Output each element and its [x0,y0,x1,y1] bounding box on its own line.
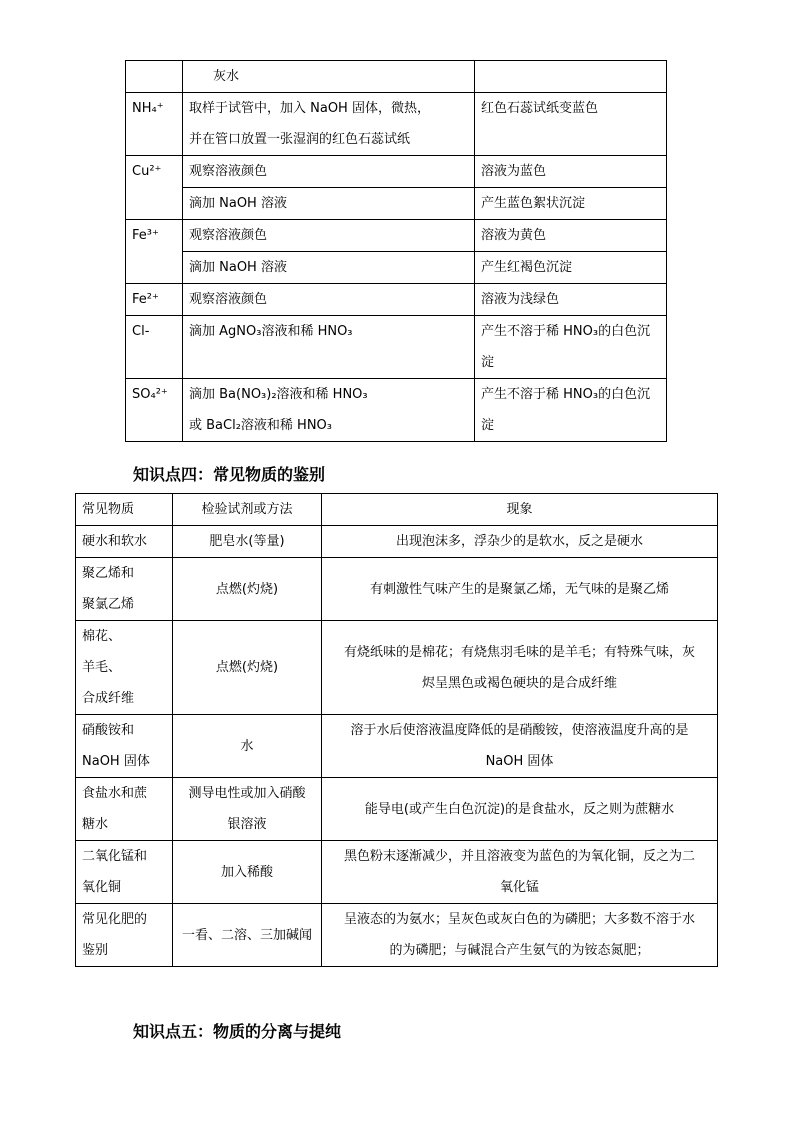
ion-cell: NH₄⁺ [126,93,183,156]
result-cell: 红色石蕊试纸变蓝色 [475,93,667,156]
item-cell [76,841,173,904]
method-line: 水 [240,738,254,754]
item-cell [76,558,173,621]
result-cell: 溶液为黄色 [475,220,667,252]
header-cell-item: 常见物质 [76,494,173,526]
result-cell: 产生不溶于稀 HNO₃的白色沉淀 [475,316,667,379]
method-cell: 观察溶液颜色 [183,156,475,188]
result-cell: 溶液为蓝色 [475,156,667,188]
method-cell: 观察溶液颜色 [183,220,475,252]
result-cell: 产生不溶于稀 HNO₃的白色沉淀 [475,379,667,442]
identification-table [75,493,718,967]
result-cell: 产生蓝色絮状沉淀 [475,188,667,220]
result-cell [322,526,718,558]
ion-cell: Fe³⁺ [126,220,183,284]
method-cell [183,93,475,156]
result-cell [322,558,718,621]
ion-cell: Cl- [126,316,183,379]
section-5-heading: 知识点五：物质的分离与提纯 [133,1022,342,1041]
method-cell: 观察溶液颜色 [183,284,475,316]
result-cell [322,841,718,904]
result-cell [322,904,718,967]
result-line: 的为磷肥；与碱混合产生氨气的为铵态氮肥； [389,943,650,958]
result-cell [475,61,667,93]
item-line: 常见化肥的 [82,912,148,927]
method-cell [173,621,322,715]
table-row [76,715,718,778]
item-cell [76,778,173,841]
method-line: 滴加 Ba(NO₃)₂溶液和稀 HNO₃ [189,387,368,402]
table-row [76,904,718,967]
item-line: 硝酸铵和 [82,723,135,738]
method-cell: 滴加 NaOH 溶液 [183,252,475,284]
method-cell: 滴加 NaOH 溶液 [183,188,475,220]
ion-cell: Fe²⁺ [126,284,183,316]
item-line: 糖水 [82,817,109,832]
result-line: 有刺激性气味产生的是聚氯乙烯，无气味的是聚乙烯 [369,581,669,597]
item-line: 聚乙烯和 [82,566,135,581]
method-line: 测导电性或加入硝酸 [188,786,306,801]
item-line: NaOH 固体 [82,754,150,769]
ion-cell: Cu²⁺ [126,156,183,220]
result-line: 有烧纸味的是棉花；有烧焦羽毛味的是羊毛；有特殊气味，灰 [343,644,695,660]
item-line: 合成纤维 [82,691,135,706]
result-line: NaOH 固体 [485,754,554,769]
item-line: 二氧化锰和 [82,849,148,864]
result-line: 溶于水后使溶液温度降低的是硝酸铵，使溶液温度升高的是 [350,723,689,738]
item-cell [76,621,173,715]
result-line: 呈液态的为氨水；呈灰色或灰白色的为磷肥；大多数不溶于水 [343,912,695,927]
table-row [76,558,718,621]
method-line: 银溶液 [227,817,267,832]
header-cell-method: 检验试剂或方法 [173,494,322,526]
method-line: 取样于试管中，加入 NaOH 固体，微热， [189,101,430,116]
method-line: 点燃(灼烧) [215,581,279,597]
item-line: 棉花、 [82,629,122,644]
result-cell [322,715,718,778]
ion-cell [126,61,183,93]
method-line: 并在管口放置一张湿润的红色石蕊试纸 [189,132,411,147]
table-row [76,621,718,715]
ion-cell: SO₄²⁺ [126,379,183,442]
result-cell [322,621,718,715]
method-line: 加入稀酸 [220,864,273,880]
result-line: 能导电(或产生白色沉淀)的是食盐水，反之则为蔗糖水 [364,801,675,817]
result-line: 烬呈黑色或褐色硬块的是合成纤维 [421,675,617,691]
method-line: 点燃(灼烧) [215,660,279,675]
method-cell: 灰水 [183,61,475,93]
method-line: 一看、二溶、三加碱闻 [181,927,312,943]
result-cell: 溶液为浅绿色 [475,284,667,316]
ion-test-table [125,60,667,442]
item-line: 鉴别 [82,943,109,958]
result-cell [322,778,718,841]
item-line: 硬水和软水 [82,534,148,549]
item-cell [76,904,173,967]
item-cell [76,715,173,778]
item-line: 氧化铜 [82,880,122,895]
method-cell [183,379,475,442]
table-row [76,526,718,558]
result-cell: 产生红褐色沉淀 [475,252,667,284]
item-line: 羊毛、 [82,660,122,675]
method-cell [173,841,322,904]
identification-table-body [76,526,718,967]
header-cell-result: 现象 [322,494,718,526]
item-line: 食盐水和蔗 [82,786,148,801]
method-cell [173,558,322,621]
method-line: 肥皂水(等量) [209,534,285,549]
section-4-heading: 知识点四：常见物质的鉴别 [133,465,326,484]
table-row [76,778,718,841]
method-cell [173,778,322,841]
result-line: 氧化锰 [499,880,539,895]
method-cell [173,715,322,778]
result-line: 出现泡沫多，浮杂少的是软水，反之是硬水 [395,534,643,549]
method-line: 或 BaCl₂溶液和稀 HNO₃ [189,418,332,433]
method-cell [173,904,322,967]
method-cell: 滴加 AgNO₃溶液和稀 HNO₃ [183,316,475,379]
item-line: 聚氯乙烯 [82,597,135,612]
item-cell [76,526,173,558]
method-cell [173,526,322,558]
table-row [76,841,718,904]
result-line: 黑色粉末逐渐减少，并且溶液变为蓝色的为氧化铜，反之为二 [343,849,695,864]
